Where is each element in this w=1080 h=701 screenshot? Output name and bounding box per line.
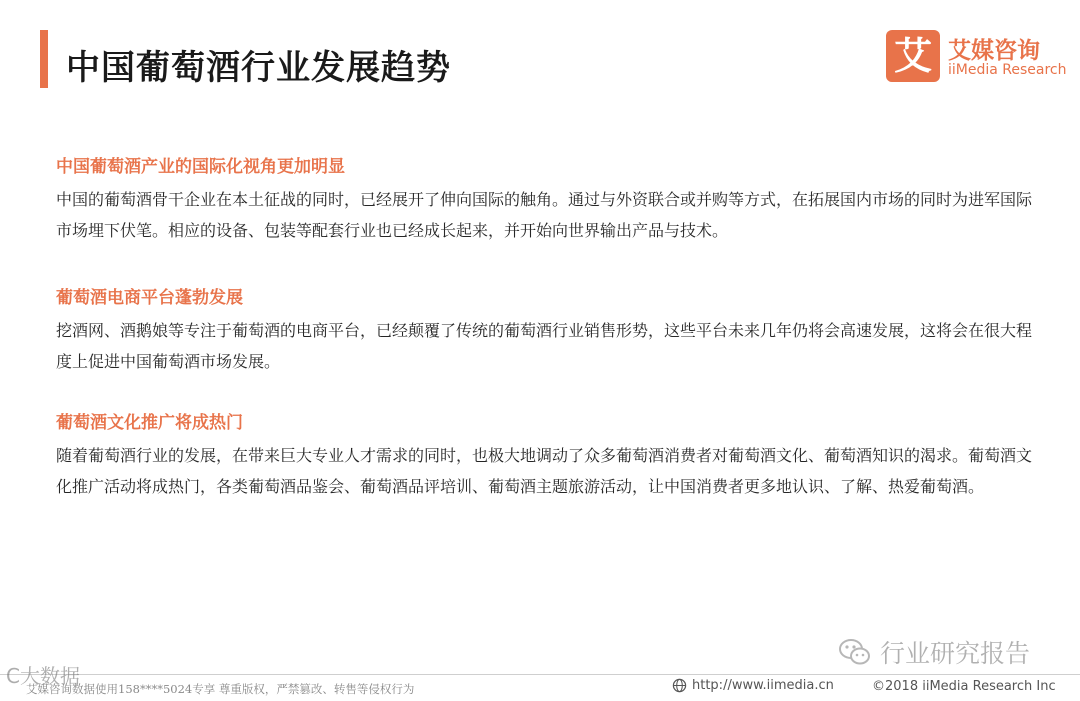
iimedia-logo	[886, 30, 1067, 82]
logo-mark: 艾	[886, 30, 940, 82]
logo-name-en: iiMedia Research	[948, 62, 1067, 78]
globe-icon	[672, 678, 687, 693]
footer-url[interactable]	[672, 678, 834, 693]
section-body: 随着葡萄酒行业的发展，在带来巨大专业人才需求的同时，也极大地调动了众多葡萄酒消费者对葡萄酒文化、葡萄酒知识的渴求。葡萄酒文化推广活动将成热门，各类葡萄酒品鉴会、葡萄酒品评培训、葡萄酒主题旅游活动，让中国消费者更多地认识、了解、热爱葡萄酒。	[56, 446, 1033, 496]
section-body: 中国的葡萄酒骨干企业在本土征战的同时，已经展开了伸向国际的触角。通过与外资联合或并购等方式，在拓展国内市场的同时为进军国际市场埋下伏笔。相应的设备、包装等配套行业也已经成长起来，并开始向世界输出产品与技术。	[56, 190, 1033, 240]
footer-url-text[interactable]: http://www.iimedia.cn	[692, 678, 834, 693]
title-accent-bar	[40, 30, 48, 88]
footer-divider	[0, 674, 1080, 675]
footer-copyright: ©2018 iiMedia Research Inc	[872, 679, 1056, 694]
section-culture-promotion	[56, 412, 1046, 502]
page-title: 中国葡萄酒行业发展趋势	[66, 48, 451, 88]
wechat-icon	[838, 637, 872, 667]
logo-name-cn: 艾媒咨询	[948, 38, 1040, 64]
wechat-account-name: 行业研究报告	[880, 639, 1031, 668]
footer-license-note: 艾媒咨询数据使用158****5024专享 尊重版权，严禁篡改、转售等侵权行为	[26, 682, 415, 696]
section-heading: 葡萄酒电商平台蓬勃发展	[56, 288, 243, 308]
section-heading: 葡萄酒文化推广将成热门	[56, 413, 243, 433]
section-heading: 中国葡萄酒产业的国际化视角更加明显	[56, 157, 345, 177]
section-internationalization	[56, 156, 1046, 246]
section-body: 挖酒网、酒鹅娘等专注于葡萄酒的电商平台，已经颠覆了传统的葡萄酒行业销售形势，这些平台未来几年仍将会高速发展，这将会在很大程度上促进中国葡萄酒市场发展。	[56, 321, 1033, 371]
section-ecommerce	[56, 287, 1046, 377]
wechat-watermark	[838, 632, 1030, 672]
bottom-left-watermark: C大数据	[6, 664, 80, 688]
